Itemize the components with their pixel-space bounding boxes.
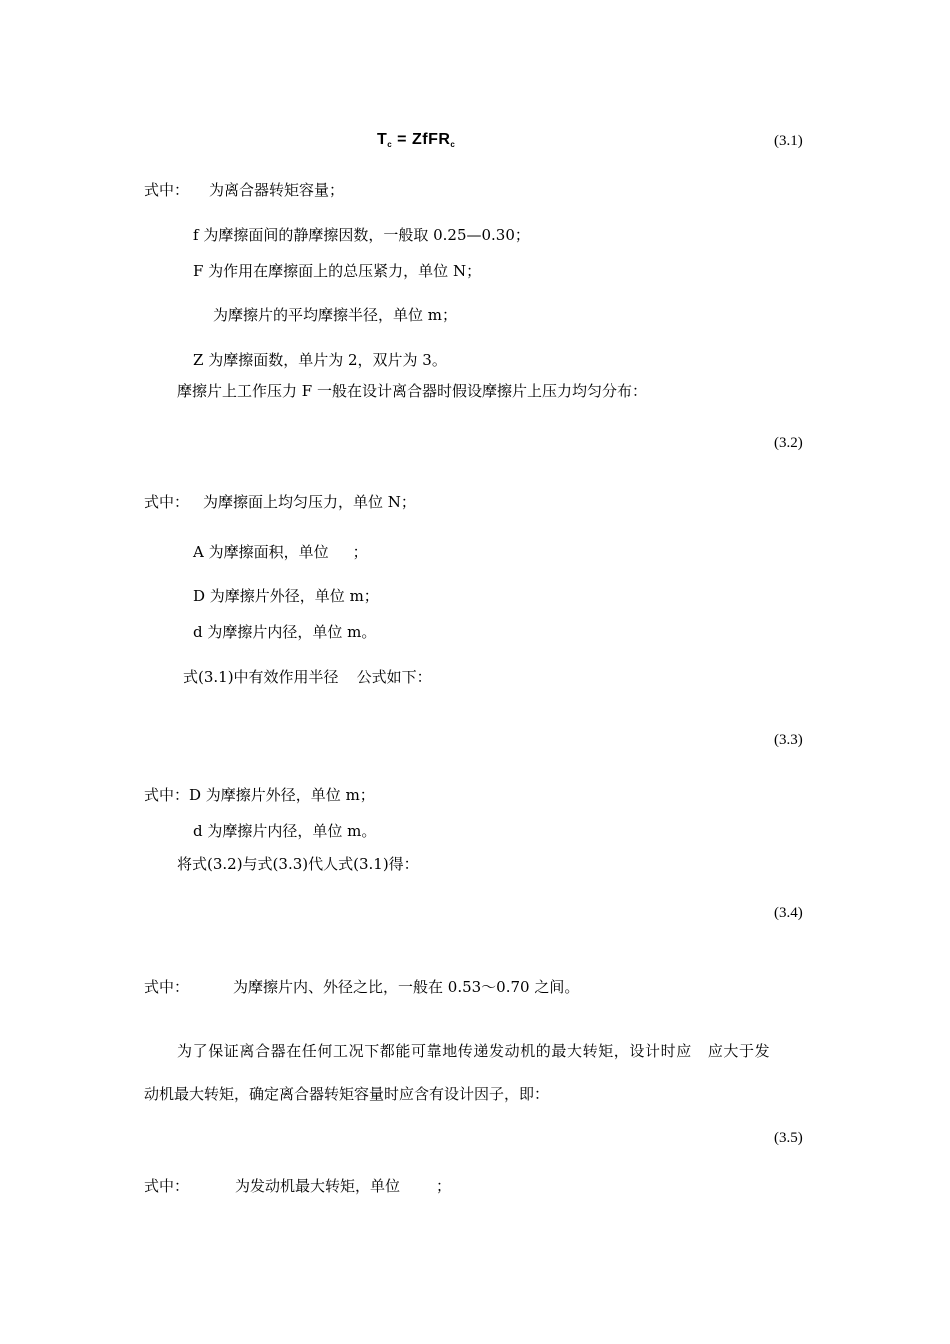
paragraph-text: 为了保证离合器在任何工况下都能可靠地传递发动机的最大转矩，设计时应 (177, 1042, 692, 1060)
where-text: 为摩擦片内、外径之比，一般在 0.53～0.70 之间。 (233, 978, 580, 996)
where-line-torque-capacity (144, 181, 344, 199)
formula-rhs: ZfFR (411, 131, 451, 148)
definition-outer-diameter: D 为摩擦片外径，单位 m； (193, 587, 379, 605)
definition-total-force: F 为作用在摩擦面上的总压紧力，单位 N； (193, 262, 482, 280)
definition-inner-diameter: d 为摩擦片内径，单位 m。 (193, 623, 377, 641)
definition-inner-diameter-2: d 为摩擦片内径，单位 m。 (193, 822, 377, 840)
paragraph-substitution: 将式(3.2)与式(3.3)代人式(3.1)得： (177, 855, 419, 873)
where-text: 为摩擦面上均匀压力，单位 N； (203, 493, 416, 511)
where-prefix: 式中： (144, 1177, 190, 1195)
where-line-outer-diameter: 式中：D 为摩擦片外径，单位 m； (144, 786, 375, 804)
paragraph-effective-radius (183, 668, 432, 686)
equation-number-3-1: (3.1) (774, 133, 803, 149)
formula-op: = (392, 131, 412, 148)
formula-lhs-sub: c (387, 140, 393, 149)
where-text: 为离合器转矩容量； (209, 181, 345, 199)
definition-friction-factor: f 为摩擦面间的静摩擦因数，一般取 0.25—0.30； (193, 226, 530, 244)
paragraph-text-tail: 应大于发 (707, 1042, 771, 1060)
formula-lhs: T (377, 131, 388, 148)
equation-number-3-3: (3.3) (774, 732, 803, 748)
formula-rhs-sub: c (450, 140, 456, 149)
definition-text: A 为摩擦面积，单位 (193, 543, 329, 561)
where-prefix: 式中： (144, 493, 190, 511)
definition-punct: ； (352, 543, 368, 561)
paragraph-design-factor-line-2: 动机最大转矩，确定离合器转矩容量时应含有设计因子，即： (144, 1085, 550, 1103)
paragraph-pressure-assumption: 摩擦片上工作压力 F 一般在设计离合器时假设摩擦片上压力均匀分布： (177, 382, 647, 400)
where-text: 为发动机最大转矩，单位 (235, 1177, 401, 1195)
where-line-uniform-pressure (144, 493, 416, 511)
where-line-max-torque (144, 1177, 451, 1195)
equation-number-3-4: (3.4) (774, 905, 803, 921)
equation-number-3-2: (3.2) (774, 435, 803, 451)
equation-number-3-5: (3.5) (774, 1130, 803, 1146)
where-prefix: 式中： (144, 181, 190, 199)
formula-3-1 (377, 131, 455, 154)
paragraph-design-factor-line-1 (177, 1042, 770, 1060)
paragraph-text-tail: 公式如下： (356, 668, 432, 686)
where-prefix: 式中： (144, 978, 190, 996)
where-punct: ； (436, 1177, 452, 1195)
definition-friction-area (193, 543, 368, 561)
where-line-diameter-ratio (144, 978, 579, 996)
paragraph-text: 式(3.1)中有效作用半径 (183, 668, 339, 686)
definition-mean-radius: 为摩擦片的平均摩擦半径，单位 m； (213, 306, 457, 324)
definition-friction-faces: Z 为摩擦面数，单片为 2，双片为 3。 (193, 351, 447, 369)
